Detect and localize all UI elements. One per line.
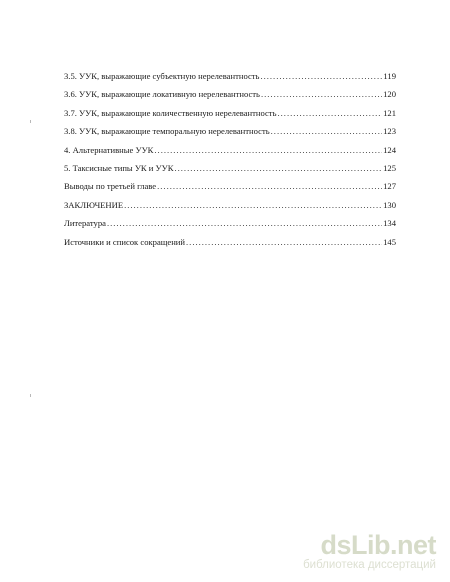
toc-entry-title: Источники и список сокращений [64,236,186,247]
toc-leader-dots [107,218,382,228]
toc-entry [64,89,396,107]
toc-leader-dots [157,181,382,191]
toc-entry-page: 121 [383,107,396,118]
toc-entry-page: 145 [383,236,396,247]
toc-entry-title: Литература [64,218,106,229]
toc-entry [64,108,396,126]
toc-entry-title: Выводы по третьей главе [64,181,157,192]
toc-entry [64,163,396,181]
watermark-subtitle: библиотека диссертаций [303,559,436,571]
toc-entry [64,71,396,89]
toc-leader-dots [261,89,382,99]
toc-entry-title: 3.5. УУК, выражающие субъектную нерелевантность [64,71,260,81]
toc-entry-page: 124 [383,144,396,155]
toc-entry-title: ЗАКЛЮЧЕНИЕ [64,199,124,210]
toc-entry-title: 3.8. УУК, выражающие темпоральную нерелевантность [64,126,270,137]
toc-entry-page: 123 [383,126,396,137]
toc-leader-dots [174,163,382,173]
toc-entry [64,237,396,255]
toc-entry [64,181,396,199]
toc-entry-title: 4. Альтернативные УУК [64,144,154,155]
toc-entry [64,145,396,163]
toc-entry-title: 5. Таксисные типы УК и УУК [64,162,174,173]
toc-leader-dots [186,237,382,247]
toc-leader-dots [271,126,382,136]
watermark-logo: dsLib.net [320,530,436,560]
toc-leader-dots [278,108,383,118]
toc-entry-page: 119 [383,71,396,81]
toc-entry-page: 134 [383,218,396,229]
table-of-contents [64,71,396,255]
toc-leader-dots [154,145,382,155]
toc-entry-title: 3.7. УУК, выражающие количественную нерелевантность [64,107,277,118]
watermark [303,532,436,572]
toc-leader-dots [260,71,382,81]
toc-entry-page: 120 [383,89,396,100]
toc-entry-page: 130 [383,199,396,210]
toc-entry [64,200,396,218]
toc-leader-dots [124,200,382,210]
toc-entry-title: 3.6. УУК, выражающие локативную нерелевантность [64,89,260,100]
toc-entry-page: 125 [383,162,396,173]
toc-entry [64,126,396,144]
toc-entry-page: 127 [383,181,396,192]
scan-artifact [30,120,31,123]
scan-artifact [30,394,31,397]
toc-entry [64,218,396,236]
